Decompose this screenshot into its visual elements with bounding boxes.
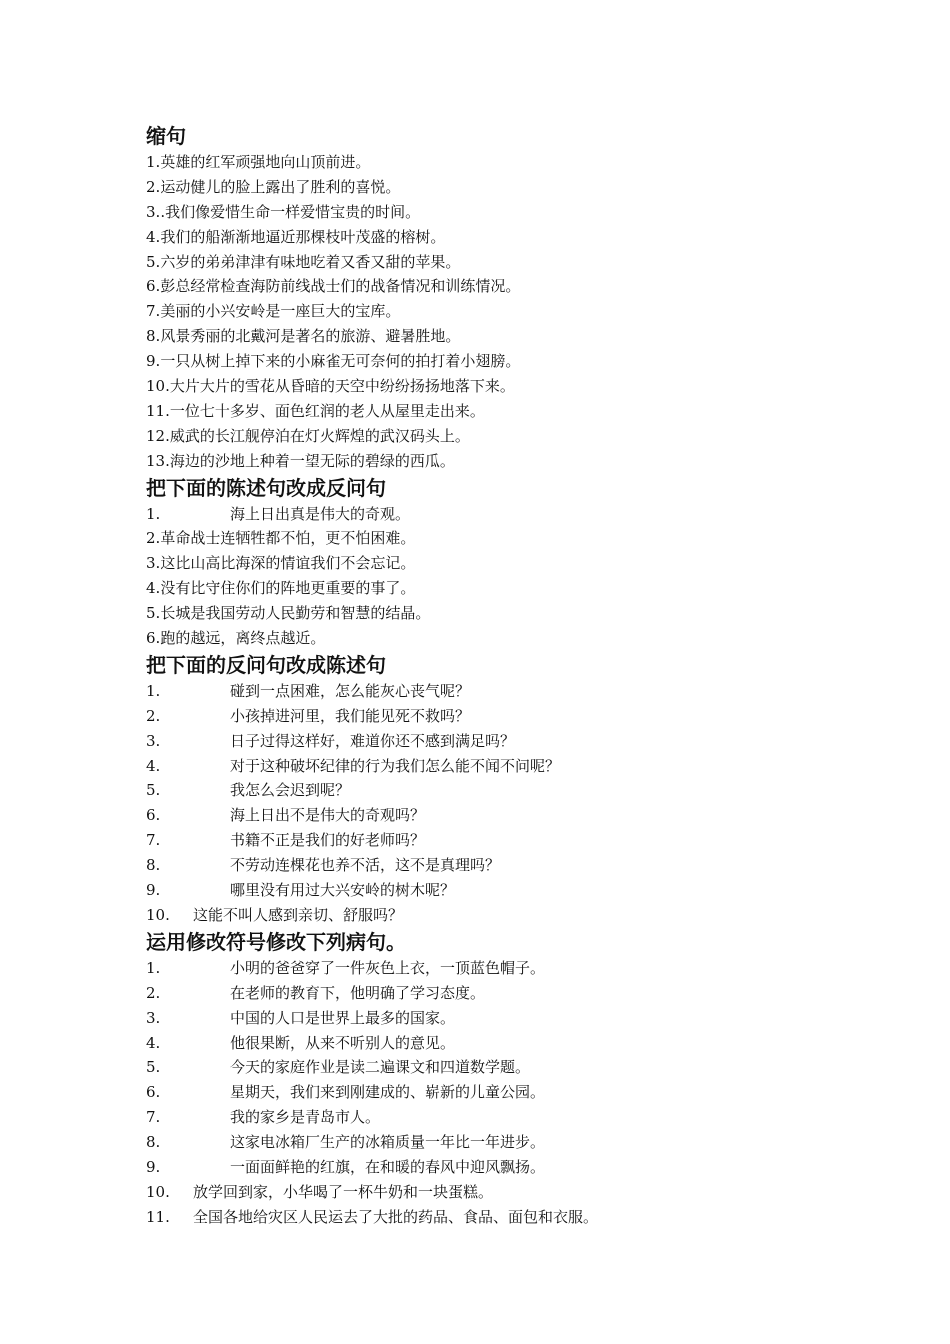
item-text: 一只从树上掉下来的小麻雀无可奈何的拍打着小翅膀。 <box>160 352 521 371</box>
item-text: 美丽的小兴安岭是一座巨大的宝库。 <box>160 302 401 321</box>
item-text: 碰到一点困难，怎么能灰心丧气呢？ <box>230 681 471 700</box>
item-number: 10. <box>146 905 170 924</box>
item-text: 长城是我国劳动人民勤劳和智慧的结晶。 <box>160 604 431 623</box>
item-number: 11. <box>146 1207 170 1226</box>
item-text: 威武的长江舰停泊在灯火辉煌的武汉码头上。 <box>169 426 470 445</box>
document-body <box>146 122 906 1230</box>
item-number: 13. <box>146 451 170 470</box>
section-title: 把下面的陈述句改成反问句 <box>146 475 386 500</box>
item-number: 1. <box>146 681 161 700</box>
list-item <box>146 1205 906 1230</box>
item-text: 小孩掉进河里，我们能见死不救吗？ <box>230 706 471 725</box>
item-number: 2. <box>146 983 161 1002</box>
list-item <box>146 200 906 225</box>
item-text: 六岁的弟弟津津有味地吃着又香又甜的苹果。 <box>160 252 461 271</box>
item-number: 12. <box>146 426 170 445</box>
list-item <box>146 324 906 349</box>
item-text: 海上日出不是伟大的奇观吗？ <box>230 806 426 825</box>
item-number: 2. <box>146 529 161 548</box>
item-text: 我们的船渐渐地逼近那棵枝叶茂盛的榕树。 <box>160 227 446 246</box>
section-title: 运用修改符号修改下列病句。 <box>146 929 406 954</box>
list-item <box>146 225 906 250</box>
list-item <box>146 956 906 981</box>
item-text: 中国的人口是世界上最多的国家。 <box>230 1008 456 1027</box>
item-text: 跑的越远，离终点越近。 <box>160 629 326 648</box>
item-number: 3. <box>146 202 161 221</box>
item-number: 4. <box>146 756 161 775</box>
list-item <box>146 502 906 527</box>
item-text: 日子过得这样好，难道你还不感到满足吗？ <box>230 731 516 750</box>
item-number: 3. <box>146 1008 161 1027</box>
item-number: 9. <box>146 352 161 371</box>
list-item <box>146 449 906 474</box>
list-item <box>146 803 906 828</box>
list-item <box>146 729 906 754</box>
item-text: 一面面鲜艳的红旗，在和暖的春风中迎风飘扬。 <box>230 1157 546 1176</box>
item-number: 3. <box>146 554 161 573</box>
list-item <box>146 626 906 651</box>
item-text: .我们像爱惜生命一样爱惜宝贵的时间。 <box>160 202 421 221</box>
list-item <box>146 576 906 601</box>
list-item <box>146 903 906 928</box>
item-text: 大片大片的雪花从昏暗的天空中纷纷扬扬地落下来。 <box>169 377 515 396</box>
list-item <box>146 679 906 704</box>
list-item <box>146 1180 906 1205</box>
item-number: 4. <box>146 227 161 246</box>
item-number: 7. <box>146 302 161 321</box>
item-text: 运动健儿的脸上露出了胜利的喜悦。 <box>160 177 401 196</box>
item-number: 5. <box>146 1058 161 1077</box>
item-number: 1. <box>146 958 161 977</box>
item-text: 小明的爸爸穿了一件灰色上衣，一顶蓝色帽子。 <box>230 958 546 977</box>
list-item <box>146 1105 906 1130</box>
list-item <box>146 1055 906 1080</box>
list-item <box>146 704 906 729</box>
list-item <box>146 551 906 576</box>
item-text: 风景秀丽的北戴河是著名的旅游、避暑胜地。 <box>160 327 461 346</box>
list-item <box>146 1031 906 1056</box>
item-text: 这比山高比海深的情谊我们不会忘记。 <box>160 554 416 573</box>
item-text: 我怎么会迟到呢？ <box>230 781 351 800</box>
list-item <box>146 250 906 275</box>
item-number: 3. <box>146 731 161 750</box>
item-number: 9. <box>146 1157 161 1176</box>
item-text: 我的家乡是青岛市人。 <box>230 1108 381 1127</box>
list-item <box>146 828 906 853</box>
list-item <box>146 349 906 374</box>
list-item <box>146 778 906 803</box>
item-text: 放学回到家，小华喝了一杯牛奶和一块蛋糕。 <box>193 1182 494 1201</box>
list-item <box>146 399 906 424</box>
item-number: 4. <box>146 579 161 598</box>
item-text: 对于这种破坏纪律的行为我们怎么能不闻不问呢？ <box>230 756 561 775</box>
list-item <box>146 526 906 551</box>
item-text: 英雄的红军顽强地向山顶前进。 <box>160 153 371 171</box>
item-number: 5. <box>146 604 161 623</box>
section-title: 缩句 <box>146 124 186 148</box>
item-number: 8. <box>146 856 161 875</box>
item-number: 11. <box>146 401 170 420</box>
item-text: 海边的沙地上种着一望无际的碧绿的西瓜。 <box>169 451 455 470</box>
item-text: 没有比守住你们的阵地更重要的事了。 <box>160 579 416 598</box>
item-text: 在老师的教育下，他明确了学习态度。 <box>230 983 486 1002</box>
item-number: 7. <box>146 831 161 850</box>
list-item <box>146 274 906 299</box>
item-text: 书籍不正是我们的好老师吗？ <box>230 831 426 850</box>
list-item <box>146 424 906 449</box>
item-number: 10. <box>146 1182 170 1201</box>
list-item <box>146 1155 906 1180</box>
list-item <box>146 150 906 175</box>
list-item <box>146 1006 906 1031</box>
item-text: 彭总经常检查海防前线战士们的战备情况和训练情况。 <box>160 277 521 296</box>
item-number: 6. <box>146 1083 161 1102</box>
item-number: 6. <box>146 629 161 648</box>
item-text: 海上日出真是伟大的奇观。 <box>230 504 411 523</box>
item-text: 不劳动连棵花也养不活，这不是真理吗？ <box>230 856 501 875</box>
item-number: 8. <box>146 1133 161 1152</box>
list-item <box>146 1130 906 1155</box>
item-text: 革命战士连牺牲都不怕，更不怕困难。 <box>160 529 416 548</box>
item-text: 星期天，我们来到刚建成的、崭新的儿童公园。 <box>230 1083 546 1102</box>
list-item <box>146 601 906 626</box>
list-item <box>146 853 906 878</box>
item-text: 哪里没有用过大兴安岭的树木呢？ <box>230 881 456 900</box>
list-item <box>146 981 906 1006</box>
item-number: 2. <box>146 177 161 196</box>
item-text: 全国各地给灾区人民运去了大批的药品、食品、面包和衣服。 <box>193 1207 599 1226</box>
item-number: 2. <box>146 706 161 725</box>
list-item <box>146 175 906 200</box>
section-title: 把下面的反问句改成陈述句 <box>146 652 386 677</box>
item-text: 这能不叫人感到亲切、舒服吗？ <box>193 905 404 924</box>
list-item <box>146 299 906 324</box>
item-number: 5. <box>146 252 161 271</box>
item-text: 这家电冰箱厂生产的冰箱质量一年比一年进步。 <box>230 1133 546 1152</box>
item-number: 1. <box>146 153 161 171</box>
item-number: 10. <box>146 377 170 396</box>
item-text: 他很果断，从来不听别人的意见。 <box>230 1033 456 1052</box>
item-text: 一位七十多岁、面色红润的老人从屋里走出来。 <box>169 401 485 420</box>
list-item <box>146 374 906 399</box>
item-text: 今天的家庭作业是读二遍课文和四道数学题。 <box>230 1058 531 1077</box>
item-number: 9. <box>146 881 161 900</box>
list-item <box>146 878 906 903</box>
item-number: 7. <box>146 1108 161 1127</box>
item-number: 1. <box>146 504 161 523</box>
item-number: 5. <box>146 781 161 800</box>
item-number: 4. <box>146 1033 161 1052</box>
item-number: 6. <box>146 277 161 296</box>
item-number: 6. <box>146 806 161 825</box>
list-item <box>146 1080 906 1105</box>
item-number: 8. <box>146 327 161 346</box>
list-item <box>146 754 906 779</box>
